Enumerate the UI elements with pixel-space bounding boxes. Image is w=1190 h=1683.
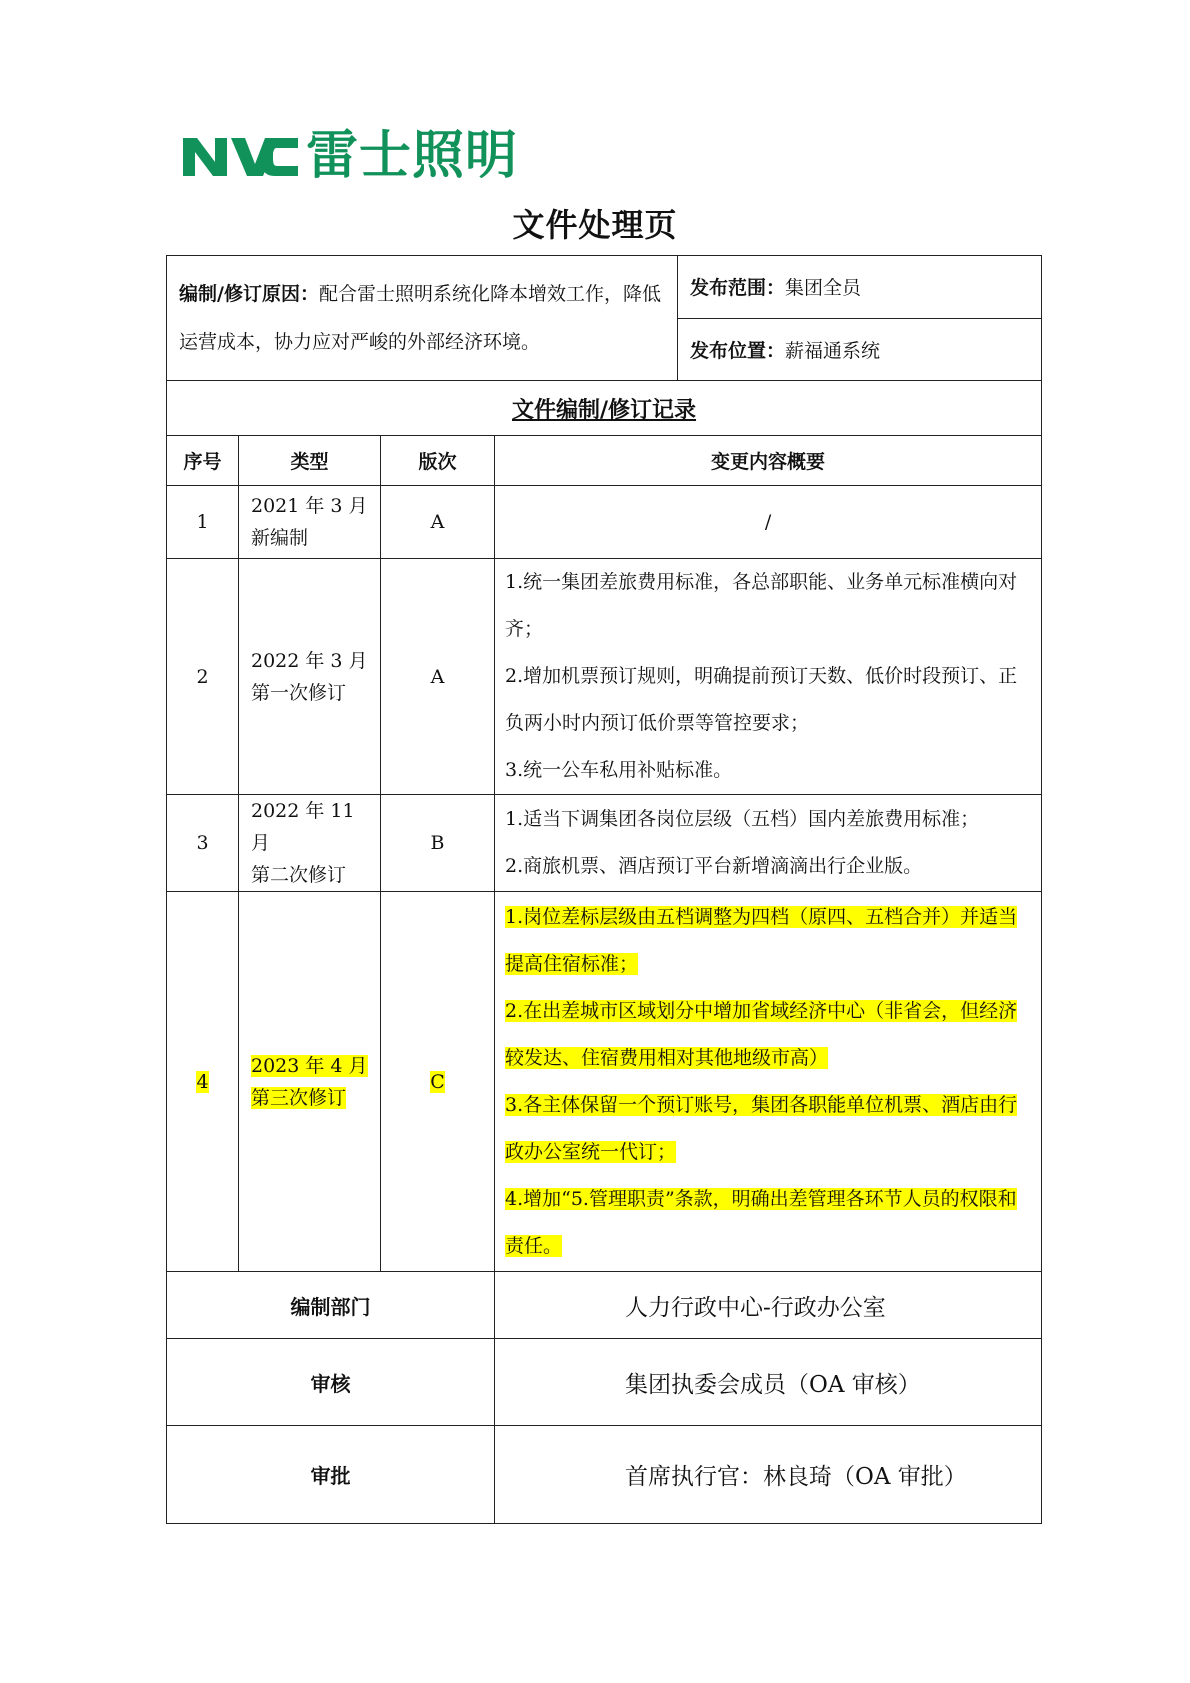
table-row bbox=[167, 892, 1042, 1272]
header-seq: 序号 bbox=[167, 436, 239, 486]
row-version: A bbox=[381, 486, 495, 559]
release-scope bbox=[678, 256, 1042, 319]
row-type-kind: 第二次修订 bbox=[251, 864, 347, 886]
row-changes: / bbox=[495, 486, 1042, 559]
change-item: 1.适当下调集团各岗位层级（五档）国内差旅费用标准； bbox=[505, 808, 980, 830]
change-item: 2.在出差城市区域划分中增加省域经济中心（非省会，但经济较发达、住宿费用相对其他地级市高） bbox=[505, 999, 1018, 1069]
row-type-date: 2021 年 3 月 bbox=[251, 495, 368, 517]
row-type-date: 2022 年 3 月 bbox=[251, 649, 368, 672]
row-changes bbox=[495, 892, 1042, 1272]
table-row bbox=[167, 559, 1042, 795]
row-type-kind: 第一次修订 bbox=[251, 681, 347, 704]
row-changes bbox=[495, 559, 1042, 795]
nvc-logo-icon bbox=[183, 132, 298, 180]
row-type bbox=[239, 795, 381, 892]
row-version-text: C bbox=[430, 1070, 445, 1093]
header-type: 类型 bbox=[239, 436, 381, 486]
row-seq: 1 bbox=[167, 486, 239, 559]
row-version bbox=[381, 892, 495, 1272]
change-item: 2.商旅机票、酒店预订平台新增滴滴出行企业版。 bbox=[505, 855, 923, 877]
row-seq: 2 bbox=[167, 559, 239, 795]
location-value: 薪福通系统 bbox=[785, 339, 881, 362]
release-location bbox=[678, 318, 1042, 381]
scope-label: 发布范围： bbox=[690, 277, 786, 300]
row-type-kind: 第三次修订 bbox=[251, 1086, 347, 1109]
change-item: 3.各主体保留一个预订账号，集团各职能单位机票、酒店由行政办公室统一代订； bbox=[505, 1093, 1018, 1163]
row-type-kind: 新编制 bbox=[251, 527, 309, 549]
review-label: 审核 bbox=[167, 1339, 495, 1426]
prepared-by-label: 编制部门 bbox=[167, 1272, 495, 1339]
logo-text: 雷士照明 bbox=[306, 126, 519, 186]
table-row bbox=[167, 795, 1042, 892]
scope-value: 集团全员 bbox=[785, 277, 862, 300]
document-table bbox=[166, 255, 1042, 1524]
row-type bbox=[239, 559, 381, 795]
record-section-title: 文件编制/修订记录 bbox=[167, 381, 1042, 436]
company-logo bbox=[183, 126, 518, 186]
table-row bbox=[167, 486, 1042, 559]
row-type bbox=[239, 486, 381, 559]
row-version: A bbox=[381, 559, 495, 795]
change-item: 1.统一集团差旅费用标准，各总部职能、业务单元标准横向对齐； bbox=[505, 571, 1018, 640]
header-version: 版次 bbox=[381, 436, 495, 486]
row-type bbox=[239, 892, 381, 1272]
row-seq-text: 4 bbox=[196, 1070, 209, 1093]
row-type-date: 2022 年 11 月 bbox=[251, 800, 355, 854]
change-item: 2.增加机票预订规则，明确提前预订天数、低价时段预订、正负两小时内预订低价票等管控要求； bbox=[505, 665, 1018, 734]
row-changes bbox=[495, 795, 1042, 892]
row-seq: 3 bbox=[167, 795, 239, 892]
reason-label: 编制/修订原因： bbox=[179, 283, 319, 305]
change-item: 1.岗位差标层级由五档调整为四档（原四、五档合并）并适当提高住宿标准； bbox=[505, 905, 1018, 975]
row-version: B bbox=[381, 795, 495, 892]
approval-value: 首席执行官：林良琦（OA 审批） bbox=[495, 1426, 1042, 1524]
change-item: 3.统一公车私用补贴标准。 bbox=[505, 759, 733, 781]
change-item: 4.增加“5.管理职责”条款，明确出差管理各环节人员的权限和责任。 bbox=[505, 1187, 1017, 1257]
approval-label: 审批 bbox=[167, 1426, 495, 1524]
revision-reason bbox=[167, 256, 678, 381]
review-value: 集团执委会成员（OA 审核） bbox=[495, 1339, 1042, 1426]
page-title: 文件处理页 bbox=[512, 206, 678, 244]
row-seq bbox=[167, 892, 239, 1272]
row-type-date: 2023 年 4 月 bbox=[251, 1054, 368, 1077]
prepared-by-value: 人力行政中心-行政办公室 bbox=[495, 1272, 1042, 1339]
reason-text: 配合雷士照明系统化降本增效工作，降低运营成本，协力应对严峻的外部经济环境。 bbox=[179, 283, 661, 353]
header-summary: 变更内容概要 bbox=[495, 436, 1042, 486]
location-label: 发布位置： bbox=[690, 339, 786, 362]
